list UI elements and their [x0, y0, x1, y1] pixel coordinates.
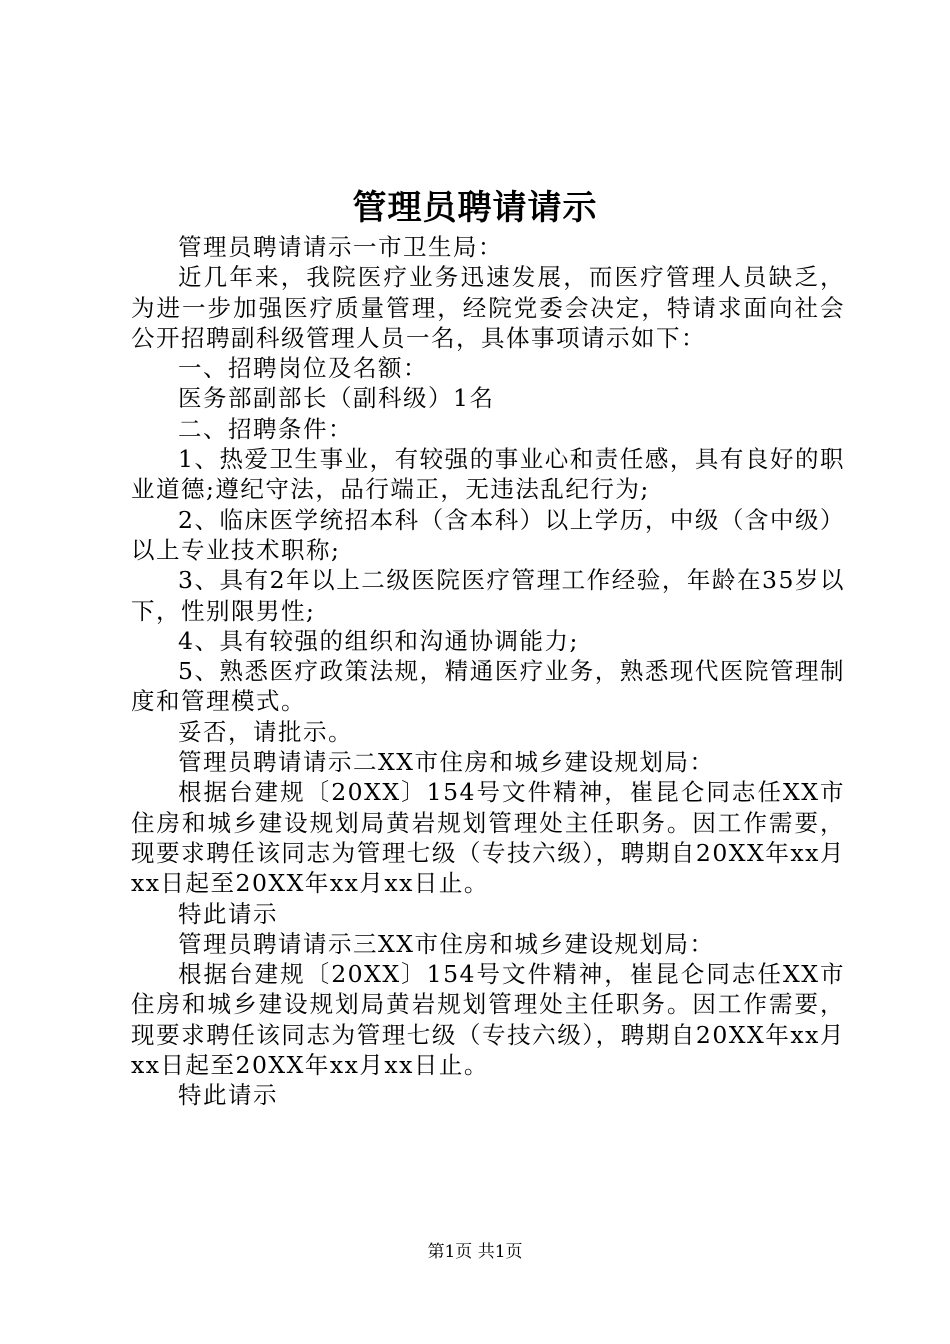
paragraph: 4、具有较强的组织和沟通协调能力; — [178, 626, 579, 655]
document-body — [131, 232, 845, 1111]
paragraph: 特此请示 — [178, 1081, 278, 1110]
paragraph: 一、招聘岗位及名额： — [178, 354, 428, 383]
paragraph: 妥否，请批示。 — [178, 717, 353, 746]
paragraph: 2、临床医学统招本科（含本科）以上学历，中级（含中级）以上专业技术职称; — [131, 505, 845, 564]
paragraph: 管理员聘请请示一市卫生局： — [178, 233, 503, 261]
paragraph: 医务部副部长（副科级）1名 — [178, 384, 495, 413]
paragraph: 管理员聘请请示三XX市住房和城乡建设规划局： — [178, 929, 715, 958]
paragraph: 二、招聘条件： — [178, 414, 353, 443]
paragraph: 1、热爱卫生事业，有较强的事业心和责任感，具有良好的职业道德;遵纪守法，品行端正，无违法乱纪行为; — [131, 445, 845, 504]
paragraph: 根据台建规〔20XX〕154号文件精神，崔昆仑同志任XX市住房和城乡建设规划局黄岩规划管理处主任职务。因工作需要，现要求聘任该同志为管理七级（专技六级），聘期自20XX年xx月xx日起至20XX年xx月xx日止。 — [131, 778, 845, 898]
paragraph: 3、具有2年以上二级医院医疗管理工作经验，年龄在35岁以下，性别限男性; — [131, 566, 845, 625]
paragraph: 5、熟悉医疗政策法规，精通医疗业务，熟悉现代医院管理制度和管理模式。 — [131, 657, 845, 716]
paragraph: 根据台建规〔20XX〕154号文件精神，崔昆仑同志任XX市住房和城乡建设规划局黄岩规划管理处主任职务。因工作需要，现要求聘任该同志为管理七级（专技六级），聘期自20XX年xx月xx日起至20XX年xx月xx日止。 — [131, 960, 845, 1080]
paragraph: 近几年来，我院医疗业务迅速发展，而医疗管理人员缺乏，为进一步加强医疗质量管理，经院党委会决定，特请求面向社会公开招聘副科级管理人员一名，具体事项请示如下： — [131, 263, 845, 352]
page-footer: 第1页 共1页 — [427, 1242, 523, 1262]
paragraph: 管理员聘请请示二XX市住房和城乡建设规划局： — [178, 748, 715, 777]
paragraph: 特此请示 — [178, 899, 278, 928]
document-title: 管理员聘请请示 — [352, 188, 598, 228]
